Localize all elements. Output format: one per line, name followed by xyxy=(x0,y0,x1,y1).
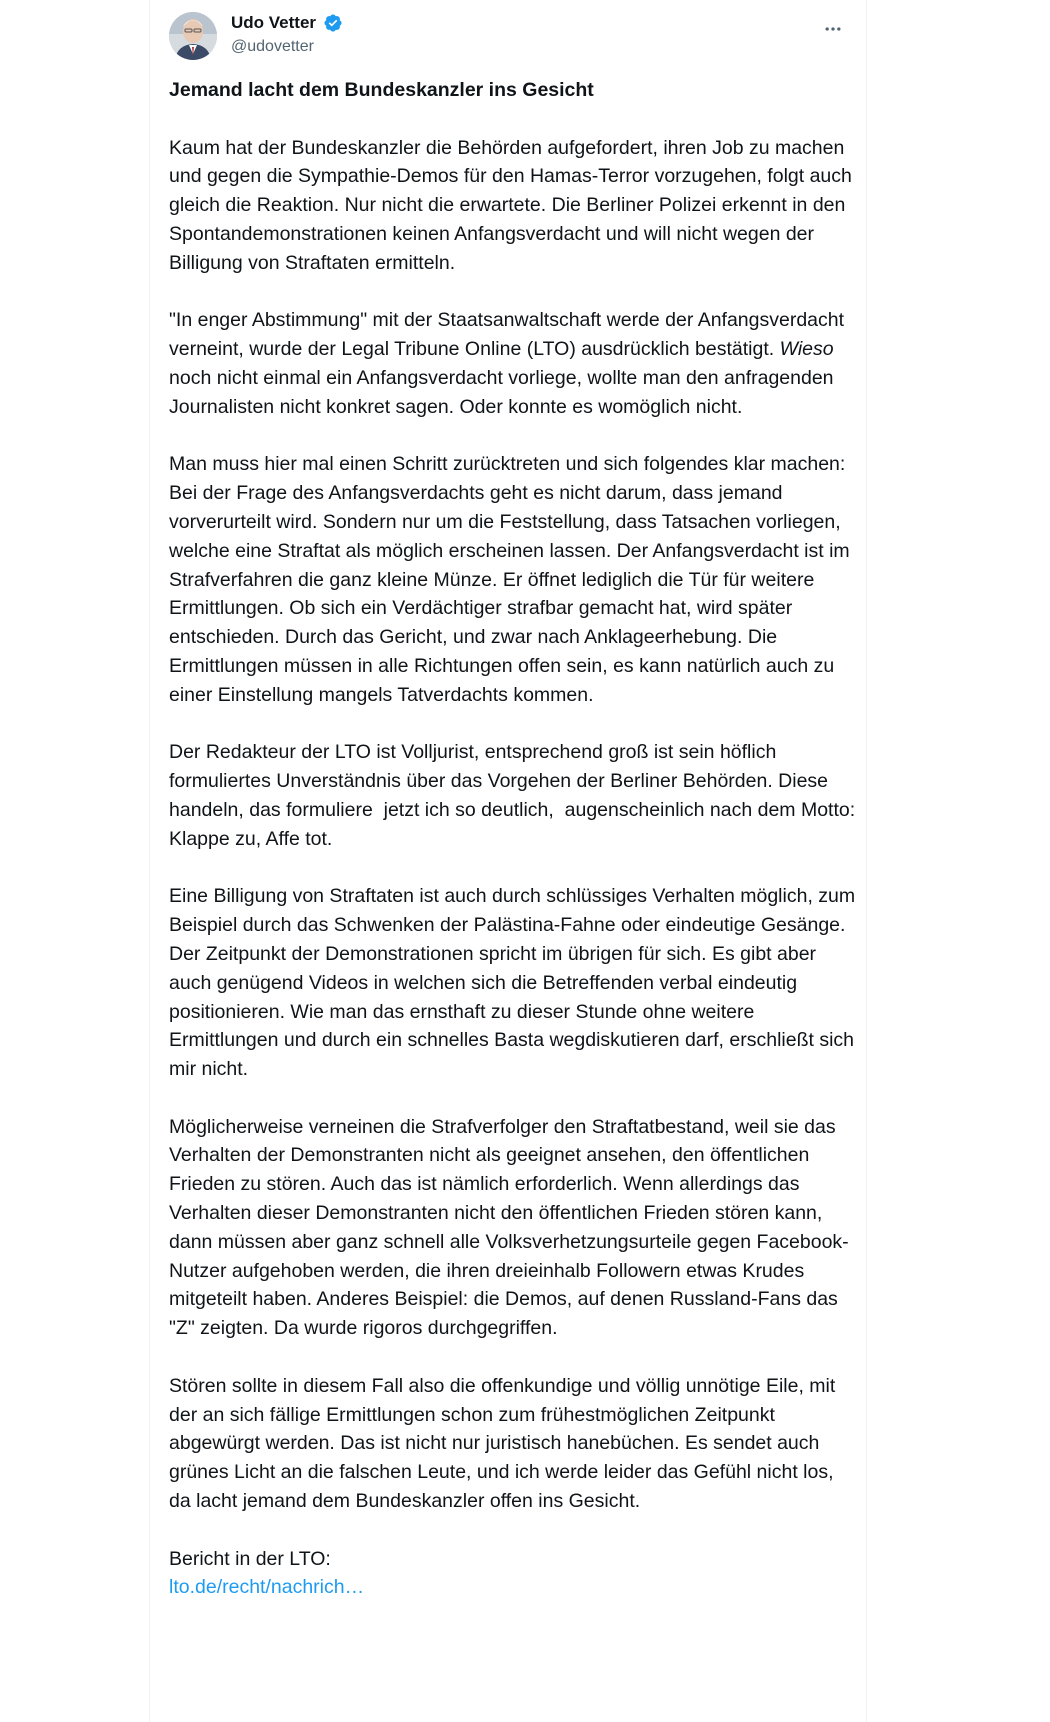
avatar-portrait-image xyxy=(169,12,217,60)
author-handle[interactable]: @udovetter xyxy=(231,38,314,55)
tweet-paragraph-6: Möglicherweise verneinen die Strafverfolger den Straftatbestand, weil sie das Verhalten der Demonstranten nicht als geeignet ansehen, den öffentlichen Frieden zu stören. Auch das ist nämlich erforderlich. Wenn allerdings das Verhalten dieser Demonstranten nicht den öffentlichen Frieden stören kann, dann müssen aber ganz schnell alle Volksverhetzungsurteile gegen Facebook-Nutzer aufgehoben werden, die ihren dreieinhalb Followern etwas Krudes mitgeteilt haben. Anderes Beispiel: die Demos, auf denen Russland-Fans das "Z" zeigten. Da wurde rigoros durchgegriffen. xyxy=(169,1115,849,1340)
tweet-column xyxy=(149,0,867,1722)
tweet-paragraph-8: Bericht in der LTO: xyxy=(169,1547,331,1570)
tweet-paragraph-3: Man muss hier mal einen Schritt zurücktreten und sich folgendes klar machen: Bei der Frage des Anfangsverdachts geht es nicht darum, dass jemand vorverurteilt wird. Sondern nur um die Feststellung, dass Tatsachen vorliegen, welche eine Straftat als möglich erscheinen lassen. Der Anfangsverdacht ist im Strafverfahren die ganz kleine Münze. Er öffnet lediglich die Tür für weitere Ermittlungen. Ob sich ein Verdächtiger strafbar gemacht hat, wird später entschieden. Durch das Gericht, und zwar nach Anklageerhebung. Die Ermittlungen müssen in alle Richtungen offen sein, es kann natürlich auch zu einer Einstellung mangels Tatverdachts kommen. xyxy=(169,453,856,706)
tweet-paragraph-2 xyxy=(169,309,849,417)
verified-badge-icon xyxy=(323,13,343,33)
tweet-title: Jemand lacht dem Bundeskanzler ins Gesicht xyxy=(169,79,594,101)
tweet-header xyxy=(169,12,850,62)
tweet-paragraph-2-text-end: noch nicht einmal ein Anfangsverdacht vorliege, wollte man den anfragenden Journalisten nicht konkret sagen. Oder konnte es womöglich nicht. xyxy=(169,338,840,418)
avatar[interactable] xyxy=(169,12,217,60)
tweet-paragraph-1: Kaum hat der Bundeskanzler die Behörden aufgefordert, ihren Job zu machen und gegen die Sympathie-Demos für den Hamas-Terror vorzugehen, folgt auch gleich die Reaktion. Nur nicht die erwartete. Die Berliner Polizei erkennt in den Spontandemonstrationen keinen Anfangsverdacht und will nicht wegen der Billigung von Straftaten ermitteln. xyxy=(169,136,858,274)
more-horizontal-icon xyxy=(823,19,843,39)
author-display-name[interactable]: Udo Vetter xyxy=(231,13,317,32)
tweet-paragraph-7: Stören sollte in diesem Fall also die offenkundige und völlig unnötige Eile, mit der an sich fällige Ermittlungen schon zum frühestmöglichen Zeitpunkt abgewürgt werden. Das ist nicht nur juristisch hanebüchen. Es sendet auch grünes Licht an die falschen Leute, und ich werde leider das Gefühl nicht los, da lacht jemand dem Bundeskanzler offen ins Gesicht. xyxy=(169,1374,841,1513)
tweet-paragraph-2-emphasis: Wieso xyxy=(779,338,834,361)
article-link[interactable]: lto.de/recht/nachrich… xyxy=(169,1576,365,1599)
tweet-paragraph-5: Eine Billigung von Straftaten ist auch durch schlüssiges Verhalten möglich, zum Beispiel durch das Schwenken der Palästina-Fahne oder eindeutige Gesänge. Der Zeitpunkt der Demonstrationen spricht im übrigen für sich. Es gibt aber auch genügend Videos in welchen sich die Betreffenden verbal eindeutig positionieren. Wie man das ernsthaft zu dieser Stunde ohne weitere Ermittlungen und durch ein schnelles Basta wegdiskutieren darf, erschließt sich mir nicht. xyxy=(169,885,861,1081)
tweet-paragraph-2-text: "In enger Abstimmung" mit der Staatsanwaltschaft werde der Anfangsverdacht verneint, wurde der Legal Tribune Online (LTO) ausdrücklich bestätigt. xyxy=(169,309,850,361)
tweet-text xyxy=(169,76,859,1602)
tweet-paragraph-4: Der Redakteur der LTO ist Volljurist, entsprechend groß ist sein höflich formuliertes Unverständnis über das Vorgehen der Berliner Behörden. Diese handeln, das formuliere jetzt ich so deutlich, augenscheinlich nach dem Motto: Klappe zu, Affe tot. xyxy=(169,741,861,850)
author-info xyxy=(231,12,343,58)
more-options-button[interactable] xyxy=(816,12,850,46)
